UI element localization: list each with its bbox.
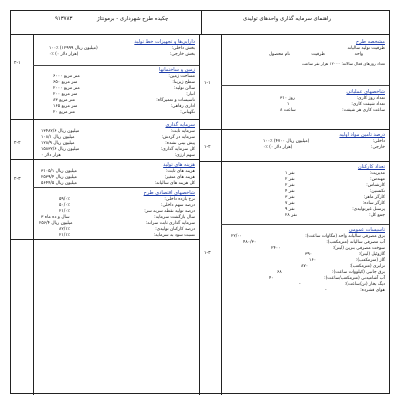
investment-value: ۱۳۴۸۲/۶ میلیون ریال — [41, 129, 80, 134]
costs-value: ۲۵۳۹/۴ میلیون ریال — [41, 175, 77, 180]
investment-value: ۰ هزار دلار — [41, 153, 61, 158]
capacity-label: ظرفیت تولید سالیانه — [347, 46, 385, 51]
economics-value: ۵۹/۰٪ — [59, 197, 70, 202]
land-label: نگهبانی: — [180, 110, 195, 115]
operations-label: تعداد روز کاری: — [356, 96, 385, 101]
col-unit: واحد — [354, 52, 363, 57]
raw-materials-value: ۱۰۰٪ (۴۷۰۰ میلیون ریال) — [263, 139, 310, 144]
plan-name: چکیده طرح شهرداری - برمونتاژ — [97, 16, 169, 22]
investment-value: ۱۲۸/۹ میلیون ریال — [41, 141, 75, 146]
utilities-value: ۸۷۰ — [301, 264, 309, 269]
utilities-label: آب آشامیدنی (مترمکعب/ساعت): — [324, 276, 385, 281]
economics-value: ۲۱/۰٪ — [59, 209, 70, 214]
raw-materials-label: داخلی: — [372, 139, 385, 144]
staff-value: ۲ نفر — [285, 177, 295, 182]
capital-goods-label: بخش داخلی: — [171, 46, 195, 51]
document-code: ۹۱۳۷۸۳ — [55, 16, 73, 22]
economics-value: ۳ سال و ده ماه — [41, 215, 70, 220]
land-value: ۸۳ متر مربع — [53, 98, 75, 103]
capital-goods-value: ۰٪ (۰ هزار دلار) — [49, 52, 79, 57]
section-number: ۱-۳ — [204, 251, 211, 256]
section-number: ۲-۱ — [14, 61, 21, 66]
staff-label: جمع کل: — [369, 213, 385, 218]
staff-label: کارگر ساده: — [362, 201, 385, 206]
utilities-label: گاز (مترمکعب): — [355, 258, 385, 263]
costs-value: ۳۱۰۵/۱ میلیون ریال — [41, 169, 77, 174]
costs-label: هزینه های ثابت: — [165, 169, 195, 174]
staff-value: ۳ نفر — [285, 195, 295, 200]
staff-title: تعداد کارکنان — [357, 164, 385, 170]
economics-label: سرمایه گذاری ثابت سرانه: — [145, 221, 195, 226]
utilities-value: ۶۸ — [277, 270, 282, 275]
raw-materials-label: خارجی: — [370, 145, 385, 150]
land-value: ۲۰۰ متر مربع — [53, 92, 78, 97]
utilities-label: برق مصرفی سالیانه واحد (مگاوات ساعت): — [305, 234, 385, 239]
staff-value: ۲ نفر — [285, 183, 295, 188]
investment-value: ۱۰۸/۱ میلیون ریال — [41, 135, 75, 140]
land-value: ۶۵۰ متر مربع — [53, 80, 78, 85]
costs-value: ۵۶۴۴/۵ میلیون ریال — [41, 181, 77, 186]
raw-materials-title: درصد تامین مواد اولیه — [339, 132, 385, 138]
capital-goods-row — [37, 52, 195, 58]
utilities-label: گازوئیل (لیتر): — [358, 252, 385, 257]
utilities-value: ۴۰ — [269, 276, 274, 281]
summary-sheet — [10, 10, 390, 394]
economics-label: درصد تولید نقطه سربه سر: — [144, 209, 195, 214]
raw-materials-section — [225, 132, 385, 151]
utilities-value: - — [299, 282, 301, 287]
investment-label: سرمایه ثابت: — [170, 129, 195, 134]
section-number: ۲-۳ — [14, 177, 21, 182]
economics-label: درصد سهم داخلی: — [160, 203, 195, 208]
costs-title: هزینه های تولید — [163, 162, 195, 168]
economics-label: نرخ بازده داخلی: — [164, 197, 195, 202]
investment-label: سرمایه در گردش: — [161, 135, 195, 140]
utilities-label: هوای فشرده: — [360, 288, 385, 293]
economics-value: ۸۲/۱٪ — [59, 227, 70, 232]
workforce-note: تعداد روزهای فعال سالانه: ۱۲۰۰۰ هزار نفر ساعت — [302, 61, 385, 66]
land-row — [37, 110, 195, 116]
utilities-value: ۱۶۰ — [309, 258, 317, 263]
economics-section — [37, 190, 195, 239]
staff-value: ۷ نفر — [285, 201, 295, 206]
utilities-label: آب مصرفی سالیانه (مترمکعب): — [326, 240, 385, 245]
land-section — [37, 67, 195, 116]
economics-label: درصد کارکنان تولیدی: — [155, 227, 195, 232]
utilities-value: ۳۹۰ — [305, 252, 313, 257]
staff-value: ۱ نفر — [285, 171, 295, 176]
document-title: راهنمای سرمایه گذاری واحدهای تولیدی — [243, 16, 332, 22]
costs-label: کل هزینه های سالیانه: — [154, 181, 195, 186]
land-value: ۱۶۵ متر مربع — [53, 104, 78, 109]
utilities-value: ۲۲/۰۰ — [231, 234, 242, 239]
land-label: تاسیسات و تعمیرگاه: — [156, 98, 195, 103]
operations-value: ۱ — [287, 102, 290, 107]
economics-label: نسبت سود به سرمایه: — [153, 233, 195, 238]
land-label: سطح زیربنا: — [172, 80, 195, 85]
staff-value: ۴ نفر — [285, 189, 295, 194]
staff-value: ۹ نفر — [285, 207, 295, 212]
document-header — [11, 11, 389, 35]
economics-value: ۵۰/۰٪ — [59, 203, 70, 208]
staff-label: مدیریت: — [369, 171, 385, 176]
utilities-label: ترابری (مترمکعب): — [349, 264, 385, 269]
col-product: نام محصول — [268, 52, 290, 57]
economics-title: شاخصهای اقتصادی طرح — [143, 190, 195, 196]
staff-label: تکنسین: — [369, 189, 385, 194]
land-label: انبار: — [186, 92, 195, 97]
land-label: سالن تولید: — [173, 86, 195, 91]
operations-row — [225, 108, 385, 114]
land-label: مساحت زمین: — [168, 74, 195, 79]
capital-goods-label: بخش خارجی: — [169, 52, 195, 57]
section-number: ۱-۱ — [204, 81, 211, 86]
investment-label: کل سرمایه گذاری: — [160, 147, 195, 152]
operations-label: تعداد شیفت کاری: — [351, 102, 385, 107]
staff-value: ۲۸ نفر — [285, 213, 297, 218]
investment-section — [37, 122, 195, 159]
operations-section — [225, 89, 385, 114]
raw-materials-row — [225, 145, 385, 151]
investment-title: سرمایه گذاری — [165, 122, 195, 128]
utilities-value: ۴۸۰/۳۰ — [243, 240, 257, 245]
investment-value: ۱۵۸۳۲/۶ میلیون ریال — [41, 147, 80, 152]
operations-label: ساعت کاری هر شیفت: — [342, 108, 385, 113]
raw-materials-value: ۰٪ (۰ هزار دلار) — [263, 145, 293, 150]
capital-goods-title: دارایی‌ها و تجهیزات خط تولید — [134, 39, 195, 45]
land-value: ۲۰ متر مربع — [53, 110, 75, 115]
product-section — [225, 39, 385, 67]
land-label: اداری رفاهی: — [170, 104, 195, 109]
economics-value: ۲۵۶/۴ میلیون ریال — [39, 221, 73, 226]
utilities-row — [225, 288, 385, 294]
staff-label: مهندس: — [370, 177, 385, 182]
investment-label: پیش بینی نشده: — [165, 141, 195, 146]
utilities-label: دیگ بخار (تن/ساعت): — [344, 282, 385, 287]
staff-label: پرسنل غیرتولیدی: — [352, 207, 385, 212]
unit-header-row — [225, 52, 385, 58]
costs-section — [37, 162, 195, 187]
section-number: ۱-۲ — [204, 145, 211, 150]
operations-value: ۳۱۰ روز — [280, 96, 295, 101]
land-title: زمین و ساختمانها — [159, 67, 195, 73]
utilities-label: برق جانبی (کیلووات ساعت): — [332, 270, 385, 275]
economics-value: ۲۱/۱٪ — [59, 233, 70, 238]
col-capacity: ظرفیت — [311, 52, 325, 57]
capital-goods-value: ۱۰۰٪ (۱۲۹۹۹ میلیون ریال) — [49, 46, 98, 51]
capital-goods-section — [37, 39, 195, 58]
utilities-title: تاسیسات عمومی — [348, 227, 385, 233]
costs-label: هزینه های متغیر: — [164, 175, 195, 180]
land-value: ۶۰۰۰ متر مربع — [53, 74, 80, 79]
staff-label: کارشناس: — [366, 183, 385, 188]
utilities-value: ۲۴۰۰ — [271, 246, 281, 251]
utilities-section — [225, 227, 385, 294]
staff-label: کارگر ماهر: — [363, 195, 385, 200]
investment-label: سهم ارزی: — [174, 153, 195, 158]
section-number: ۲-۲ — [14, 141, 21, 146]
product-section-title: مشخصه طرح — [356, 39, 385, 45]
staff-row — [225, 213, 385, 219]
operations-value: ۸ ساعت — [280, 108, 296, 113]
utilities-value: - — [325, 288, 327, 293]
land-value: ۲۰۰۰ متر مربع — [53, 86, 80, 91]
utilities-label: سوخت مصرفی بنزین (لیتر): — [332, 246, 385, 251]
staff-section — [225, 164, 385, 219]
economics-label: سال بازگشت سرمایه: — [154, 215, 195, 220]
operations-title: شاخصهای عملیاتی — [346, 89, 385, 95]
